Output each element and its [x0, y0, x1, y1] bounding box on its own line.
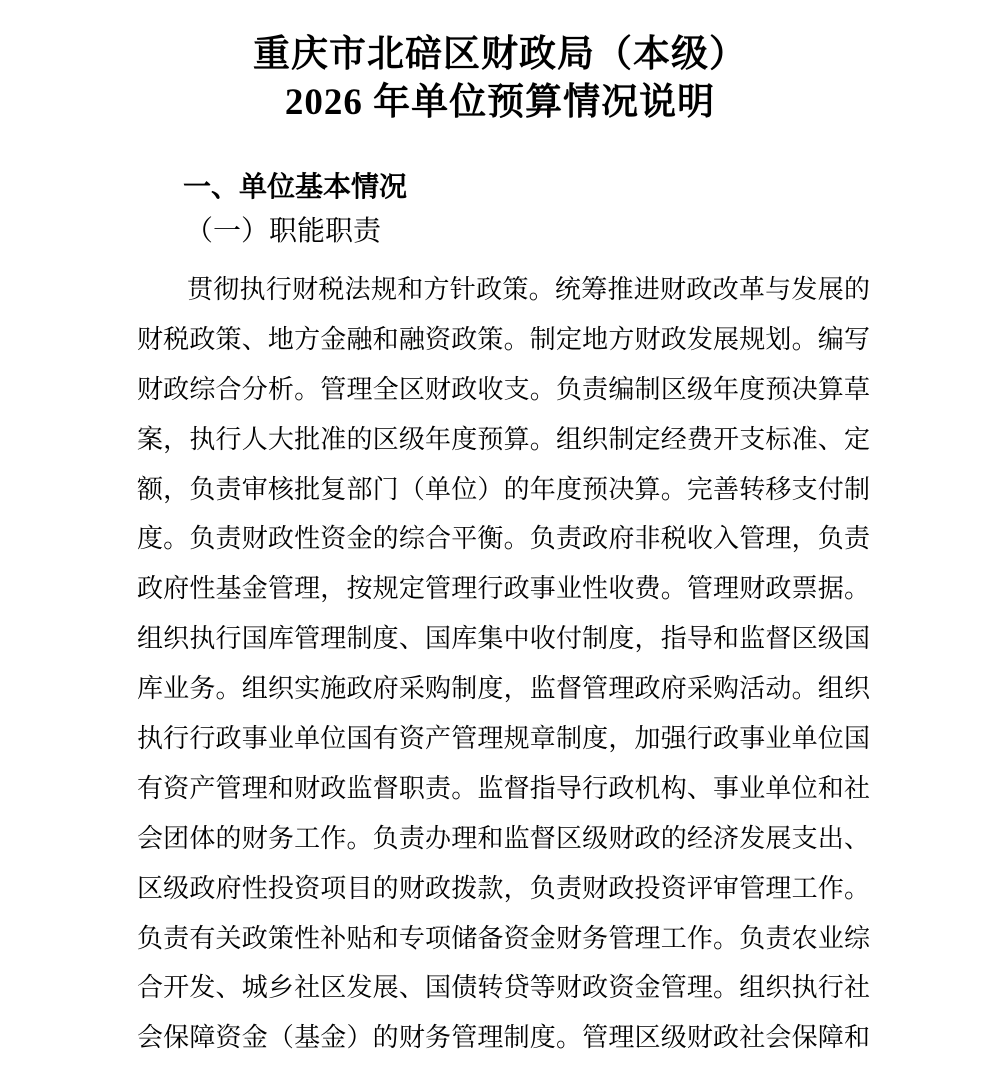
body-line: 额，负责审核批复部门（单位）的年度预决算。完善转移支付制: [137, 474, 870, 504]
document-title-line1: 重庆市北碚区财政局（本级）: [253, 33, 747, 75]
body-line: 会保障资金（基金）的财务管理制度。管理区级财政社会保障和: [137, 1023, 870, 1053]
body-line: 合开发、城乡社区发展、国债转贷等财政资金管理。组织执行社: [137, 973, 870, 1003]
body-line: 负责有关政策性补贴和专项储备资金财务管理工作。负责农业综: [137, 923, 870, 953]
body-line: 执行行政事业单位国有资产管理规章制度，加强行政事业单位国: [137, 724, 870, 754]
document-title-line2: 2026 年单位预算情况说明: [284, 81, 716, 123]
body-line: 会团体的财务工作。负责办理和监督区级财政的经济发展支出、: [137, 823, 870, 853]
subsection-heading-duties: （一）职能职责: [185, 216, 382, 247]
body-line: 区级政府性投资项目的财政拨款，负责财政投资评审管理工作。: [137, 873, 870, 903]
body-line: 财政综合分析。管理全区财政收支。负责编制区级年度预决算草: [137, 374, 870, 404]
body-line: 度。负责财政性资金的综合平衡。负责政府非税收入管理，负责: [137, 524, 870, 554]
body-line: 政府性基金管理，按规定管理行政事业性收费。管理财政票据。: [137, 574, 870, 604]
document-title: [0, 31, 1000, 127]
body-line: 案，执行人大批准的区级年度预算。组织制定经费开支标准、定: [137, 424, 870, 454]
body-line: 组织执行国库管理制度、国库集中收付制度，指导和监督区级国: [137, 624, 870, 654]
body-line: 有资产管理和财政监督职责。监督指导行政机构、事业单位和社: [137, 773, 870, 803]
body-line: 贯彻执行财税法规和方针政策。统筹推进财政改革与发展的: [187, 275, 870, 304]
body-line: 库业务。组织实施政府采购制度，监督管理政府采购活动。组织: [137, 674, 870, 704]
body-line: 财税政策、地方金融和融资政策。制定地方财政发展规划。编写: [137, 324, 870, 354]
body-paragraph: [137, 265, 870, 1063]
section-heading-basic-info: 一、单位基本情况: [183, 171, 408, 202]
